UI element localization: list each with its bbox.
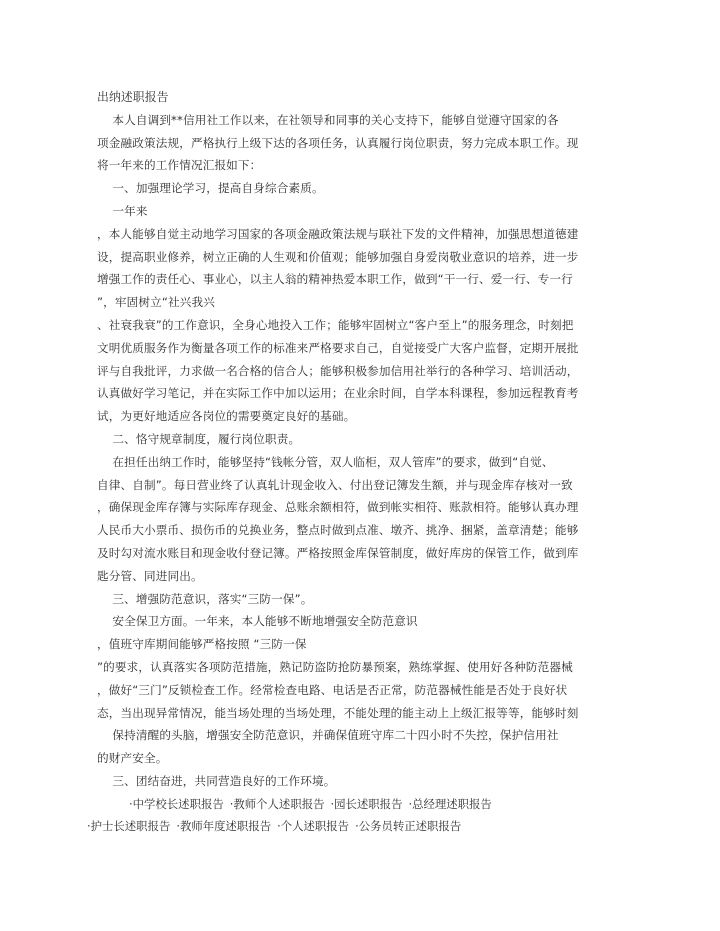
paragraph-line: 将一年来的工作情况汇报如下： xyxy=(97,158,262,173)
paragraph-line: 匙分管、同进同出。 xyxy=(97,568,203,583)
paragraph-line: 试，为更好地适应各岗位的需要奠定良好的基础。 xyxy=(97,409,356,424)
related-link-middle-school-principal[interactable]: ·中学校长述职报告 xyxy=(129,796,224,811)
related-links-row-two xyxy=(87,815,623,837)
paragraph-line: 本人自调到**信用社工作以来，在社领导和同事的关心支持下，能够自觉遵守国家的各 xyxy=(97,112,559,127)
related-link-head-nurse[interactable]: ·护士长述职报告 xyxy=(87,819,171,834)
paragraph-line: 及时勾对流水账目和现金收付登记簿。严格按照金库保管制度，做好库房的保管工作，做到库 xyxy=(97,545,579,560)
paragraph-line: 一年来 xyxy=(97,203,148,218)
related-link-kindergarten-principal[interactable]: ·园长述职报告 xyxy=(330,796,403,811)
document-title: 出纳述职报告 xyxy=(97,90,169,104)
paragraph-line: 的财产安全。 xyxy=(97,751,168,766)
section-heading-one: 一、加强理论学习，提高自身综合素质。 xyxy=(97,181,324,196)
paragraph-line: 在担任出纳工作时，能够坚持“钱帐分管，双人临柜，双人管库”的要求，做到“自觉、 xyxy=(97,454,554,469)
paragraph-line: ”的要求，认真落实各项防范措施，熟记防盗防抢防暴预案，熟练掌握、使用好各种防范器械 xyxy=(97,659,573,674)
paragraph-line: 认真做好学习笔记，并在实际工作中加以运用；在业余时间，自学本科课程，参加远程教育考 xyxy=(97,386,579,401)
related-link-teacher-personal[interactable]: ·教师个人述职报告 xyxy=(229,796,325,811)
paragraph-line: 安全保卫方面。一年来，本人能够不断地增强安全防范意识 xyxy=(97,614,418,629)
section-heading-four: 三、团结奋进，共同营造良好的工作环境。 xyxy=(97,773,336,788)
related-link-teacher-annual[interactable]: ·教师年度述职报告 xyxy=(176,819,272,834)
paragraph-line: ”，牢固树立“社兴我兴 xyxy=(97,295,216,310)
paragraph-line: 、社衰我衰”的工作意识，全身心地投入工作；能够牢固树立“客户至上”的服务理念，时刻把 xyxy=(97,317,574,332)
related-links-row-one xyxy=(97,793,623,815)
paragraph-line: ，做好“三门”反锁检查工作。经常检查电路、电话是否正常，防范器械性能是否处于良好状 xyxy=(97,682,568,697)
related-link-personal[interactable]: ·个人述职报告 xyxy=(277,819,350,834)
paragraph-line: 保持清醒的头脑，增强安全防范意识，并确保值班守库二十四小时不失控，保护信用社 xyxy=(97,728,559,743)
paragraph-line: 设，提高职业修养，树立正确的人生观和价值观；能够加强自身爱岗敬业意识的培养，进一步 xyxy=(97,249,579,264)
paragraph-line: 项金融政策法规，严格执行上级下达的各项任务，认真履行岗位职责，努力完成本职工作。现 xyxy=(97,135,579,150)
paragraph-line: 增强工作的责任心、事业心，以主人翁的精神热爱本职工作，做到“干一行、爱一行、专一行 xyxy=(97,272,573,287)
document-text-body xyxy=(87,86,623,838)
related-link-general-manager[interactable]: ·总经理述职报告 xyxy=(408,796,492,811)
paragraph-line: ，值班守库期间能够严格按照 “三防一保 xyxy=(97,637,307,652)
related-link-civil-servant-confirmation[interactable]: ·公务员转正述职报告 xyxy=(355,819,462,834)
paragraph-line: 评与自我批评，力求做一名合格的信合人；能够积极参加信用社举行的各种学习、培训活动， xyxy=(97,363,579,378)
paragraph-line: ，本人能够自觉主动地学习国家的各项金融政策法规与联社下发的文件精神，加强思想道德建 xyxy=(97,226,579,241)
paragraph-line: 文明优质服务作为衡量各项工作的标准来严格要求自己，自觉接受广大客户监督，定期开展批 xyxy=(97,340,579,355)
section-heading-three: 三、增强防范意识，落实“三防一保”。 xyxy=(97,591,313,606)
paragraph-line: 态，当出现异常情况，能当场处理的当场处理，不能处理的能主动上上级汇报等等，能够时刻 xyxy=(97,705,579,720)
paragraph-line: 人民币大小票币、损伤币的兑换业务，整点时做到点准、墩齐、挑净、捆紧，盖章清楚；能够 xyxy=(97,523,579,538)
section-heading-two: 二、恪守规章制度，履行岗位职责。 xyxy=(97,431,301,446)
paragraph-line: 自律、自制”。每日营业终了认真轧计现金收入、付出登记簿发生额，并与现金库存核对一致 xyxy=(97,477,573,492)
paragraph-line: ，确保现金库存簿与实际库存现金、总账余额相符，做到帐实相符、账款相符。能够认真办理 xyxy=(97,500,579,515)
